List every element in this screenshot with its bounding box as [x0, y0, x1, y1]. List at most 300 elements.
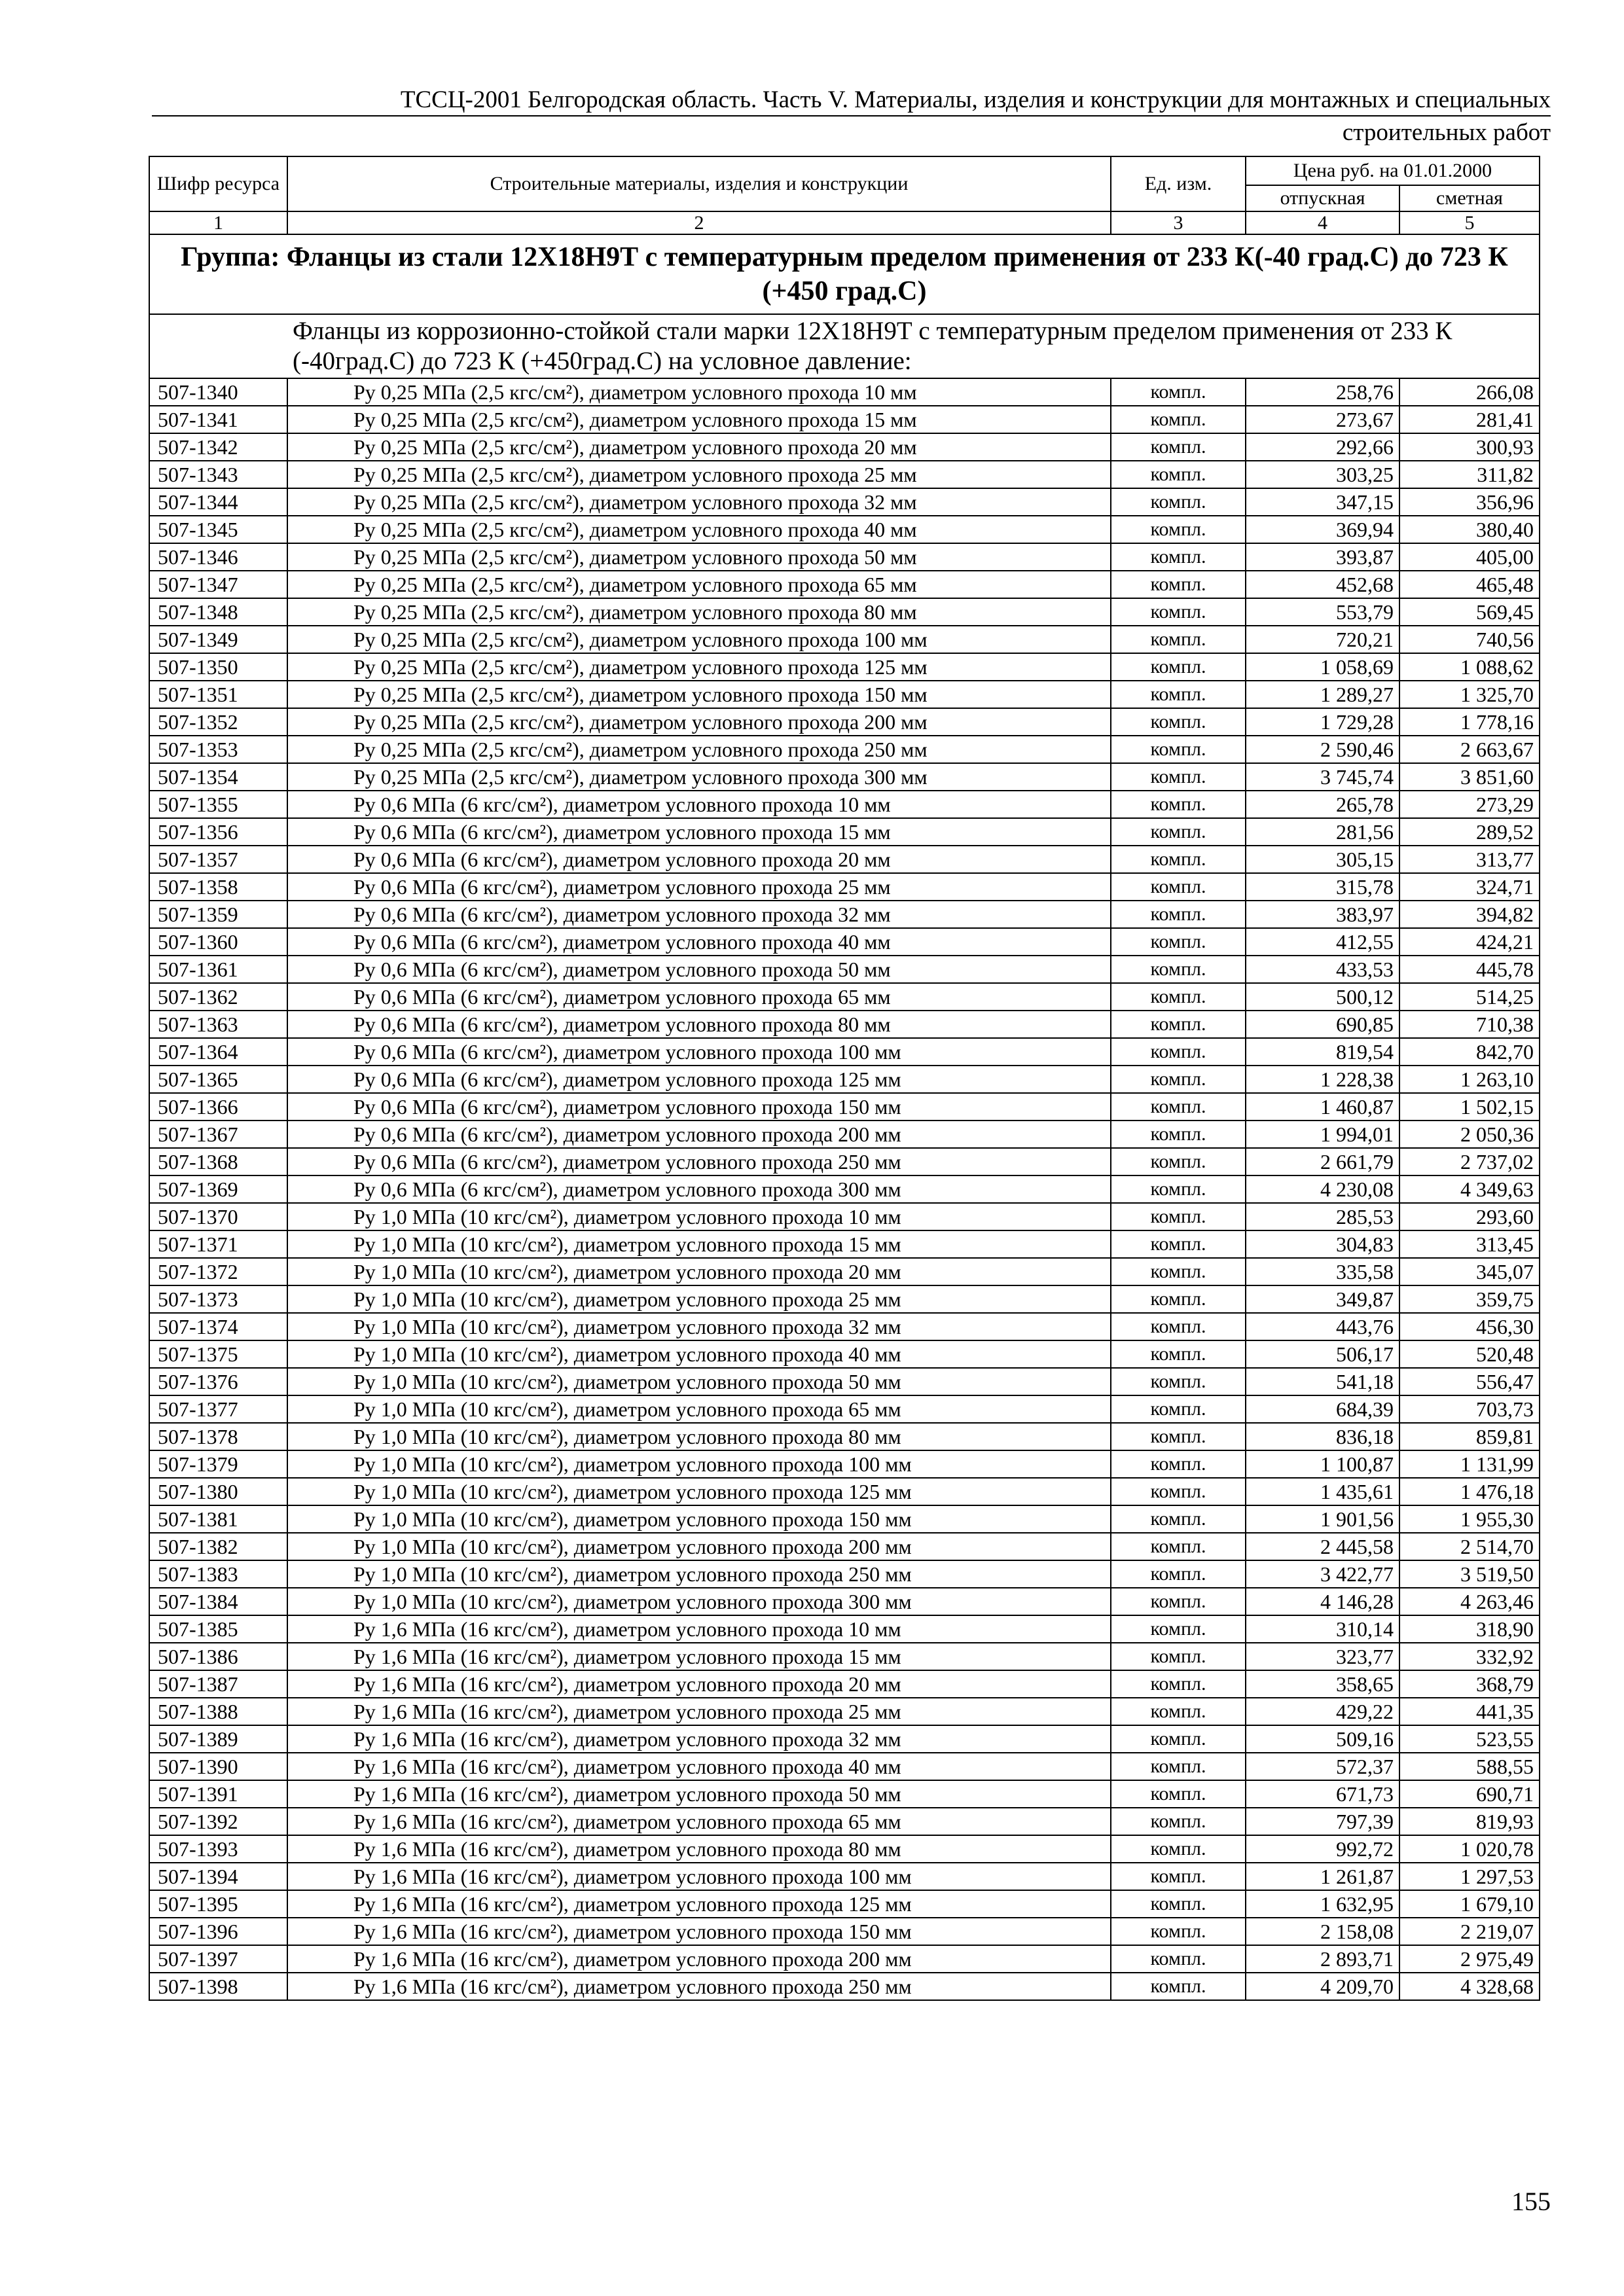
row-estimate-price: 588,55 — [1399, 1753, 1540, 1780]
row-estimate-price: 345,07 — [1399, 1258, 1540, 1285]
row-name: Ру 1,6 МПа (16 кгс/см²), диаметром условного прохода 15 мм — [287, 1643, 1111, 1670]
row-estimate-price: 445,78 — [1399, 956, 1540, 983]
row-estimate-price: 313,45 — [1399, 1230, 1540, 1258]
row-release-price: 671,73 — [1246, 1780, 1399, 1808]
row-unit: компл. — [1111, 681, 1246, 708]
row-estimate-price: 313,77 — [1399, 846, 1540, 873]
column-number: 1 — [149, 211, 287, 234]
row-release-price: 383,97 — [1246, 901, 1399, 928]
row-estimate-price: 2 737,02 — [1399, 1148, 1540, 1175]
row-release-price: 1 460,87 — [1246, 1093, 1399, 1121]
row-code: 507-1388 — [149, 1698, 287, 1725]
table-row — [149, 873, 1540, 901]
row-name: Ру 1,0 МПа (10 кгс/см²), диаметром условного прохода 300 мм — [287, 1588, 1111, 1615]
row-unit: компл. — [1111, 378, 1246, 406]
row-name: Ру 1,0 МПа (10 кгс/см²), диаметром условного прохода 20 мм — [287, 1258, 1111, 1285]
row-code: 507-1361 — [149, 956, 287, 983]
row-code: 507-1343 — [149, 461, 287, 488]
table-row — [149, 1093, 1540, 1121]
table-row — [149, 1505, 1540, 1533]
row-unit: компл. — [1111, 1121, 1246, 1148]
row-code: 507-1345 — [149, 516, 287, 543]
row-unit: компл. — [1111, 1533, 1246, 1560]
table-row — [149, 543, 1540, 571]
column-number: 4 — [1246, 211, 1399, 234]
row-release-price: 797,39 — [1246, 1808, 1399, 1835]
row-name: Ру 1,0 МПа (10 кгс/см²), диаметром условного прохода 100 мм — [287, 1450, 1111, 1478]
row-name: Ру 0,6 МПа (6 кгс/см²), диаметром условного прохода 80 мм — [287, 1011, 1111, 1038]
row-release-price: 3 422,77 — [1246, 1560, 1399, 1588]
row-estimate-price: 1 131,99 — [1399, 1450, 1540, 1478]
row-release-price: 349,87 — [1246, 1285, 1399, 1313]
row-name: Ру 0,25 МПа (2,5 кгс/см²), диаметром условного прохода 125 мм — [287, 653, 1111, 681]
table-row — [149, 1423, 1540, 1450]
row-name: Ру 1,6 МПа (16 кгс/см²), диаметром условного прохода 25 мм — [287, 1698, 1111, 1725]
row-code: 507-1354 — [149, 763, 287, 791]
row-code: 507-1395 — [149, 1890, 287, 1918]
row-release-price: 1 289,27 — [1246, 681, 1399, 708]
header-estimate-price: сметная — [1399, 185, 1540, 211]
row-code: 507-1347 — [149, 571, 287, 598]
row-name: Ру 1,6 МПа (16 кгс/см²), диаметром условного прохода 150 мм — [287, 1918, 1111, 1945]
header-code: Шифр ресурса — [149, 156, 287, 211]
group-title: Группа: Фланцы из стали 12Х18Н9Т с температурным пределом применения от 233 К(-40 град.С) до 723 К (+450 град.С) — [149, 234, 1540, 314]
table-row — [149, 1945, 1540, 1973]
row-name: Ру 1,0 МПа (10 кгс/см²), диаметром условного прохода 15 мм — [287, 1230, 1111, 1258]
table-row — [149, 1670, 1540, 1698]
row-unit: компл. — [1111, 626, 1246, 653]
row-estimate-price: 556,47 — [1399, 1368, 1540, 1395]
row-release-price: 285,53 — [1246, 1203, 1399, 1230]
row-estimate-price: 1 679,10 — [1399, 1890, 1540, 1918]
row-name: Ру 0,25 МПа (2,5 кгс/см²), диаметром условного прохода 200 мм — [287, 708, 1111, 736]
header-release-price: отпускная — [1246, 185, 1399, 211]
row-code: 507-1366 — [149, 1093, 287, 1121]
table-row — [149, 653, 1540, 681]
table-row — [149, 791, 1540, 818]
row-name: Ру 1,0 МПа (10 кгс/см²), диаметром условного прохода 80 мм — [287, 1423, 1111, 1450]
row-code: 507-1390 — [149, 1753, 287, 1780]
row-name: Ру 0,6 МПа (6 кгс/см²), диаметром условного прохода 50 мм — [287, 956, 1111, 983]
table-row — [149, 378, 1540, 406]
row-unit: компл. — [1111, 928, 1246, 956]
row-name: Ру 0,25 МПа (2,5 кгс/см²), диаметром условного прохода 50 мм — [287, 543, 1111, 571]
row-release-price: 553,79 — [1246, 598, 1399, 626]
row-release-price: 412,55 — [1246, 928, 1399, 956]
row-unit: компл. — [1111, 1093, 1246, 1121]
header-title-line1: ТССЦ-2001 Белгородская область. Часть V. Материалы, изделия и конструкции для монтажных и специальных — [400, 86, 1551, 113]
row-unit: компл. — [1111, 1808, 1246, 1835]
row-release-price: 347,15 — [1246, 488, 1399, 516]
row-release-price: 315,78 — [1246, 873, 1399, 901]
row-name: Ру 0,6 МПа (6 кгс/см²), диаметром условного прохода 25 мм — [287, 873, 1111, 901]
row-name: Ру 1,6 МПа (16 кгс/см²), диаметром условного прохода 80 мм — [287, 1835, 1111, 1863]
table-row — [149, 1340, 1540, 1368]
table-row — [149, 1175, 1540, 1203]
table-row — [149, 983, 1540, 1011]
row-release-price: 292,66 — [1246, 433, 1399, 461]
row-release-price: 1 729,28 — [1246, 708, 1399, 736]
row-release-price: 1 901,56 — [1246, 1505, 1399, 1533]
row-code: 507-1370 — [149, 1203, 287, 1230]
row-name: Ру 1,6 МПа (16 кгс/см²), диаметром условного прохода 20 мм — [287, 1670, 1111, 1698]
price-table — [149, 156, 1540, 2001]
table-row — [149, 1725, 1540, 1753]
row-release-price: 4 230,08 — [1246, 1175, 1399, 1203]
table-row — [149, 406, 1540, 433]
row-release-price: 2 158,08 — [1246, 1918, 1399, 1945]
row-estimate-price: 1 020,78 — [1399, 1835, 1540, 1863]
row-release-price: 303,25 — [1246, 461, 1399, 488]
table-row — [149, 1533, 1540, 1560]
row-code: 507-1376 — [149, 1368, 287, 1395]
table-row — [149, 681, 1540, 708]
row-name: Ру 0,25 МПа (2,5 кгс/см²), диаметром условного прохода 40 мм — [287, 516, 1111, 543]
table-row — [149, 1203, 1540, 1230]
row-estimate-price: 1 297,53 — [1399, 1863, 1540, 1890]
row-unit: компл. — [1111, 901, 1246, 928]
row-unit: компл. — [1111, 1890, 1246, 1918]
row-release-price: 393,87 — [1246, 543, 1399, 571]
row-unit: компл. — [1111, 1258, 1246, 1285]
row-code: 507-1387 — [149, 1670, 287, 1698]
table-row — [149, 598, 1540, 626]
group-row — [149, 234, 1540, 314]
row-name: Ру 0,6 МПа (6 кгс/см²), диаметром условного прохода 100 мм — [287, 1038, 1111, 1066]
row-estimate-price: 465,48 — [1399, 571, 1540, 598]
table-row — [149, 928, 1540, 956]
row-release-price: 2 445,58 — [1246, 1533, 1399, 1560]
row-name: Ру 1,6 МПа (16 кгс/см²), диаметром условного прохода 10 мм — [287, 1615, 1111, 1643]
row-name: Ру 0,6 МПа (6 кгс/см²), диаметром условного прохода 15 мм — [287, 818, 1111, 846]
row-unit: компл. — [1111, 598, 1246, 626]
table-row — [149, 1258, 1540, 1285]
row-name: Ру 0,6 МПа (6 кгс/см²), диаметром условного прохода 300 мм — [287, 1175, 1111, 1203]
row-release-price: 1 994,01 — [1246, 1121, 1399, 1148]
table-row — [149, 488, 1540, 516]
row-release-price: 2 893,71 — [1246, 1945, 1399, 1973]
row-name: Ру 0,25 МПа (2,5 кгс/см²), диаметром условного прохода 25 мм — [287, 461, 1111, 488]
row-name: Ру 0,25 МПа (2,5 кгс/см²), диаметром условного прохода 100 мм — [287, 626, 1111, 653]
table-row — [149, 461, 1540, 488]
row-unit: компл. — [1111, 571, 1246, 598]
row-unit: компл. — [1111, 1505, 1246, 1533]
row-estimate-price: 273,29 — [1399, 791, 1540, 818]
row-release-price: 258,76 — [1246, 378, 1399, 406]
row-code: 507-1377 — [149, 1395, 287, 1423]
row-code: 507-1359 — [149, 901, 287, 928]
row-estimate-price: 859,81 — [1399, 1423, 1540, 1450]
header-name: Строительные материалы, изделия и конструкции — [287, 156, 1111, 211]
row-name: Ру 0,25 МПа (2,5 кгс/см²), диаметром условного прохода 80 мм — [287, 598, 1111, 626]
row-name: Ру 1,0 МПа (10 кгс/см²), диаметром условного прохода 150 мм — [287, 1505, 1111, 1533]
row-unit: компл. — [1111, 1835, 1246, 1863]
row-estimate-price: 405,00 — [1399, 543, 1540, 571]
row-release-price: 506,17 — [1246, 1340, 1399, 1368]
table-row — [149, 763, 1540, 791]
row-estimate-price: 2 219,07 — [1399, 1918, 1540, 1945]
row-code: 507-1356 — [149, 818, 287, 846]
row-estimate-price: 289,52 — [1399, 818, 1540, 846]
row-release-price: 720,21 — [1246, 626, 1399, 653]
table-row — [149, 1478, 1540, 1505]
row-unit: компл. — [1111, 1670, 1246, 1698]
row-estimate-price: 368,79 — [1399, 1670, 1540, 1698]
table-row — [149, 1121, 1540, 1148]
row-code: 507-1384 — [149, 1588, 287, 1615]
row-name: Ру 0,25 МПа (2,5 кгс/см²), диаметром условного прохода 250 мм — [287, 736, 1111, 763]
row-unit: компл. — [1111, 1643, 1246, 1670]
row-code: 507-1344 — [149, 488, 287, 516]
row-name: Ру 0,25 МПа (2,5 кгс/см²), диаметром условного прохода 10 мм — [287, 378, 1111, 406]
row-code: 507-1362 — [149, 983, 287, 1011]
table-row — [149, 1066, 1540, 1093]
column-number: 2 — [287, 211, 1111, 234]
table-row — [149, 1450, 1540, 1478]
row-name: Ру 0,25 МПа (2,5 кгс/см²), диаметром условного прохода 150 мм — [287, 681, 1111, 708]
row-estimate-price: 690,71 — [1399, 1780, 1540, 1808]
table-row — [149, 1148, 1540, 1175]
row-name: Ру 0,6 МПа (6 кгс/см²), диаметром условного прохода 125 мм — [287, 1066, 1111, 1093]
row-code: 507-1352 — [149, 708, 287, 736]
header-price-group: Цена руб. на 01.01.2000 — [1246, 156, 1540, 185]
table-row — [149, 846, 1540, 873]
row-estimate-price: 359,75 — [1399, 1285, 1540, 1313]
row-name: Ру 0,25 МПа (2,5 кгс/см²), диаметром условного прохода 15 мм — [287, 406, 1111, 433]
row-release-price: 281,56 — [1246, 818, 1399, 846]
row-code: 507-1373 — [149, 1285, 287, 1313]
row-estimate-price: 703,73 — [1399, 1395, 1540, 1423]
row-name: Ру 0,25 МПа (2,5 кгс/см²), диаметром условного прохода 20 мм — [287, 433, 1111, 461]
row-unit: компл. — [1111, 846, 1246, 873]
row-name: Ру 0,6 МПа (6 кгс/см²), диаметром условного прохода 65 мм — [287, 983, 1111, 1011]
row-name: Ру 0,6 МПа (6 кгс/см²), диаметром условного прохода 200 мм — [287, 1121, 1111, 1148]
row-code: 507-1350 — [149, 653, 287, 681]
row-release-price: 1 058,69 — [1246, 653, 1399, 681]
subgroup-row — [149, 314, 1540, 378]
row-name: Ру 1,0 МПа (10 кгс/см²), диаметром условного прохода 50 мм — [287, 1368, 1111, 1395]
table-row — [149, 1588, 1540, 1615]
row-release-price: 310,14 — [1246, 1615, 1399, 1643]
table-row — [149, 1230, 1540, 1258]
row-unit: компл. — [1111, 1285, 1246, 1313]
row-unit: компл. — [1111, 653, 1246, 681]
row-estimate-price: 1 325,70 — [1399, 681, 1540, 708]
row-unit: компл. — [1111, 1395, 1246, 1423]
table-row — [149, 956, 1540, 983]
row-code: 507-1374 — [149, 1313, 287, 1340]
row-estimate-price: 311,82 — [1399, 461, 1540, 488]
row-estimate-price: 1 955,30 — [1399, 1505, 1540, 1533]
row-name: Ру 0,6 МПа (6 кгс/см²), диаметром условного прохода 20 мм — [287, 846, 1111, 873]
row-code: 507-1349 — [149, 626, 287, 653]
row-code: 507-1348 — [149, 598, 287, 626]
row-estimate-price: 2 975,49 — [1399, 1945, 1540, 1973]
table-row — [149, 1753, 1540, 1780]
table-row — [149, 1560, 1540, 1588]
row-unit: компл. — [1111, 818, 1246, 846]
row-estimate-price: 293,60 — [1399, 1203, 1540, 1230]
table-row — [149, 708, 1540, 736]
row-release-price: 433,53 — [1246, 956, 1399, 983]
row-name: Ру 0,25 МПа (2,5 кгс/см²), диаметром условного прохода 32 мм — [287, 488, 1111, 516]
row-estimate-price: 281,41 — [1399, 406, 1540, 433]
column-number: 5 — [1399, 211, 1540, 234]
row-release-price: 2 661,79 — [1246, 1148, 1399, 1175]
header-unit: Ед. изм. — [1111, 156, 1246, 211]
row-code: 507-1386 — [149, 1643, 287, 1670]
row-estimate-price: 520,48 — [1399, 1340, 1540, 1368]
row-estimate-price: 710,38 — [1399, 1011, 1540, 1038]
row-name: Ру 1,0 МПа (10 кгс/см²), диаметром условного прохода 25 мм — [287, 1285, 1111, 1313]
row-code: 507-1368 — [149, 1148, 287, 1175]
row-unit: компл. — [1111, 433, 1246, 461]
row-code: 507-1389 — [149, 1725, 287, 1753]
row-name: Ру 1,6 МПа (16 кгс/см²), диаметром условного прохода 200 мм — [287, 1945, 1111, 1973]
row-unit: компл. — [1111, 708, 1246, 736]
table-row — [149, 1973, 1540, 2000]
row-estimate-price: 842,70 — [1399, 1038, 1540, 1066]
row-unit: компл. — [1111, 763, 1246, 791]
row-code: 507-1363 — [149, 1011, 287, 1038]
row-estimate-price: 4 328,68 — [1399, 1973, 1540, 2000]
row-release-price: 429,22 — [1246, 1698, 1399, 1725]
row-estimate-price: 1 778,16 — [1399, 708, 1540, 736]
row-code: 507-1375 — [149, 1340, 287, 1368]
row-estimate-price: 2 050,36 — [1399, 1121, 1540, 1148]
row-unit: компл. — [1111, 1560, 1246, 1588]
row-name: Ру 1,0 МПа (10 кгс/см²), диаметром условного прохода 125 мм — [287, 1478, 1111, 1505]
row-unit: компл. — [1111, 488, 1246, 516]
table-row — [149, 1615, 1540, 1643]
row-unit: компл. — [1111, 736, 1246, 763]
row-estimate-price: 424,21 — [1399, 928, 1540, 956]
row-estimate-price: 1 088,62 — [1399, 653, 1540, 681]
row-release-price: 819,54 — [1246, 1038, 1399, 1066]
row-unit: компл. — [1111, 1340, 1246, 1368]
row-estimate-price: 740,56 — [1399, 626, 1540, 653]
row-unit: компл. — [1111, 1698, 1246, 1725]
table-row — [149, 736, 1540, 763]
row-estimate-price: 380,40 — [1399, 516, 1540, 543]
row-release-price: 836,18 — [1246, 1423, 1399, 1450]
table-row — [149, 1038, 1540, 1066]
row-estimate-price: 4 263,46 — [1399, 1588, 1540, 1615]
row-release-price: 1 261,87 — [1246, 1863, 1399, 1890]
row-unit: компл. — [1111, 1230, 1246, 1258]
row-unit: компл. — [1111, 1038, 1246, 1066]
row-unit: компл. — [1111, 1203, 1246, 1230]
row-unit: компл. — [1111, 1148, 1246, 1175]
row-unit: компл. — [1111, 1753, 1246, 1780]
row-release-price: 265,78 — [1246, 791, 1399, 818]
row-code: 507-1397 — [149, 1945, 287, 1973]
row-code: 507-1365 — [149, 1066, 287, 1093]
row-code: 507-1393 — [149, 1835, 287, 1863]
row-name: Ру 1,0 МПа (10 кгс/см²), диаметром условного прохода 40 мм — [287, 1340, 1111, 1368]
row-code: 507-1394 — [149, 1863, 287, 1890]
row-code: 507-1383 — [149, 1560, 287, 1588]
row-code: 507-1360 — [149, 928, 287, 956]
row-name: Ру 0,6 МПа (6 кгс/см²), диаметром условного прохода 32 мм — [287, 901, 1111, 928]
row-estimate-price: 266,08 — [1399, 378, 1540, 406]
row-unit: компл. — [1111, 516, 1246, 543]
column-number-row — [149, 211, 1540, 234]
row-estimate-price: 318,90 — [1399, 1615, 1540, 1643]
row-name: Ру 1,6 МПа (16 кгс/см²), диаметром условного прохода 32 мм — [287, 1725, 1111, 1753]
row-unit: компл. — [1111, 1011, 1246, 1038]
table-row — [149, 818, 1540, 846]
row-release-price: 1 100,87 — [1246, 1450, 1399, 1478]
row-name: Ру 0,6 МПа (6 кгс/см²), диаметром условного прохода 150 мм — [287, 1093, 1111, 1121]
row-unit: компл. — [1111, 873, 1246, 901]
row-code: 507-1357 — [149, 846, 287, 873]
row-name: Ру 1,0 МПа (10 кгс/см²), диаметром условного прохода 65 мм — [287, 1395, 1111, 1423]
row-release-price: 1 435,61 — [1246, 1478, 1399, 1505]
row-code: 507-1382 — [149, 1533, 287, 1560]
row-release-price: 4 146,28 — [1246, 1588, 1399, 1615]
row-name: Ру 0,6 МПа (6 кгс/см²), диаметром условного прохода 40 мм — [287, 928, 1111, 956]
table-row — [149, 1890, 1540, 1918]
row-release-price: 572,37 — [1246, 1753, 1399, 1780]
row-unit: компл. — [1111, 1478, 1246, 1505]
row-estimate-price: 819,93 — [1399, 1808, 1540, 1835]
row-release-price: 4 209,70 — [1246, 1973, 1399, 2000]
row-release-price: 335,58 — [1246, 1258, 1399, 1285]
row-code: 507-1342 — [149, 433, 287, 461]
row-unit: компл. — [1111, 791, 1246, 818]
subgroup-spacer — [149, 314, 287, 378]
row-code: 507-1369 — [149, 1175, 287, 1203]
row-unit: компл. — [1111, 956, 1246, 983]
row-unit: компл. — [1111, 461, 1246, 488]
header-title-line2: строительных работ — [1342, 119, 1551, 146]
row-name: Ру 1,6 МПа (16 кгс/см²), диаметром условного прохода 40 мм — [287, 1753, 1111, 1780]
row-estimate-price: 1 502,15 — [1399, 1093, 1540, 1121]
table-row — [149, 1808, 1540, 1835]
table-row — [149, 1313, 1540, 1340]
row-estimate-price: 1 263,10 — [1399, 1066, 1540, 1093]
row-release-price: 443,76 — [1246, 1313, 1399, 1340]
row-unit: компл. — [1111, 1725, 1246, 1753]
row-release-price: 369,94 — [1246, 516, 1399, 543]
row-unit: компл. — [1111, 406, 1246, 433]
row-estimate-price: 1 476,18 — [1399, 1478, 1540, 1505]
row-name: Ру 1,0 МПа (10 кгс/см²), диаметром условного прохода 200 мм — [287, 1533, 1111, 1560]
table-body — [149, 234, 1540, 2000]
row-estimate-price: 3 519,50 — [1399, 1560, 1540, 1588]
column-number: 3 — [1111, 211, 1246, 234]
row-code: 507-1371 — [149, 1230, 287, 1258]
row-code: 507-1346 — [149, 543, 287, 571]
row-name: Ру 0,6 МПа (6 кгс/см²), диаметром условного прохода 250 мм — [287, 1148, 1111, 1175]
row-unit: компл. — [1111, 1450, 1246, 1478]
subgroup-text: Фланцы из коррозионно-стойкой стали марки 12Х18Н9Т с температурным пределом применения от 233 К (-40град.С) до 723 К (+450град.С) на условное давление: — [287, 314, 1540, 378]
row-unit: компл. — [1111, 1313, 1246, 1340]
row-release-price: 305,15 — [1246, 846, 1399, 873]
row-estimate-price: 356,96 — [1399, 488, 1540, 516]
row-code: 507-1351 — [149, 681, 287, 708]
row-name: Ру 1,0 МПа (10 кгс/см²), диаметром условного прохода 32 мм — [287, 1313, 1111, 1340]
row-name: Ру 0,25 МПа (2,5 кгс/см²), диаметром условного прохода 65 мм — [287, 571, 1111, 598]
row-unit: компл. — [1111, 983, 1246, 1011]
row-code: 507-1355 — [149, 791, 287, 818]
row-release-price: 690,85 — [1246, 1011, 1399, 1038]
row-code: 507-1340 — [149, 378, 287, 406]
row-release-price: 3 745,74 — [1246, 763, 1399, 791]
row-code: 507-1398 — [149, 1973, 287, 2000]
row-estimate-price: 3 851,60 — [1399, 763, 1540, 791]
